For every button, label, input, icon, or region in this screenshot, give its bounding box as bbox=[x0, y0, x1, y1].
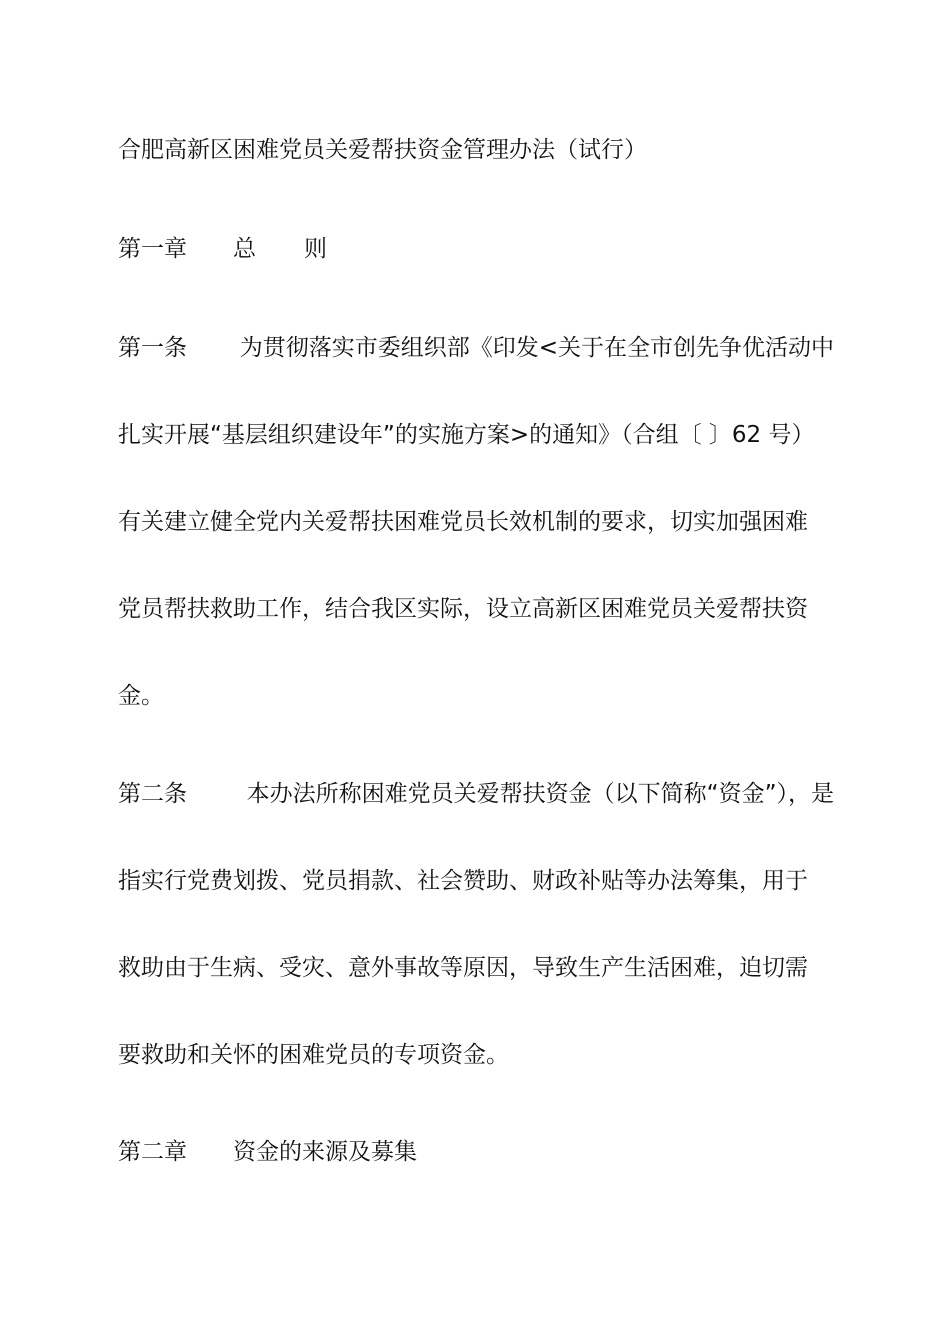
article-2-line-3: 救助由于生病、受灾、意外事故等原因，导致生产生活困难，迫切需 bbox=[118, 955, 808, 981]
article-2-line-1 bbox=[118, 779, 834, 809]
chapter-1-heading bbox=[118, 234, 834, 264]
article-1-line-4: 党员帮扶救助工作，结合我区实际，设立高新区困难党员关爱帮扶资 bbox=[118, 596, 808, 622]
article-2-label: 第二条 bbox=[118, 781, 187, 807]
chapter-1-label: 第一章 bbox=[118, 236, 187, 262]
article-2-line-2: 指实行党费划拨、党员捐款、社会赞助、财政补贴等办法筹集，用于 bbox=[118, 868, 808, 894]
article-2-text-1: 本办法所称困难党员关爱帮扶资金（以下简称“资金”），是 bbox=[246, 781, 834, 807]
chapter-2-label: 第二章 bbox=[118, 1139, 187, 1165]
article-1-line-1 bbox=[118, 333, 834, 363]
article-1-line-3: 有关建立健全党内关爱帮扶困难党员长效机制的要求，切实加强困难 bbox=[118, 509, 808, 535]
article-1-line-5: 金。 bbox=[118, 683, 164, 709]
chapter-1-word-2: 则 bbox=[304, 236, 327, 262]
article-1-text-1: 为贯彻落实市委组织部《印发<关于在全市创先争优活动中 bbox=[239, 335, 834, 361]
document-title: 合肥高新区困难党员关爱帮扶资金管理办法（试行） bbox=[118, 137, 647, 163]
article-1-label: 第一条 bbox=[118, 335, 187, 361]
document-page bbox=[118, 0, 834, 1344]
article-2-line-4: 要救助和关怀的困难党员的专项资金。 bbox=[118, 1042, 509, 1068]
chapter-2-heading bbox=[118, 1137, 834, 1167]
article-1-line-2: 扎实开展“基层组织建设年”的实施方案>的通知》（合组〔 〕62 号） bbox=[118, 422, 815, 448]
chapter-2-title: 资金的来源及募集 bbox=[233, 1139, 417, 1165]
chapter-1-word-1: 总 bbox=[233, 236, 256, 262]
